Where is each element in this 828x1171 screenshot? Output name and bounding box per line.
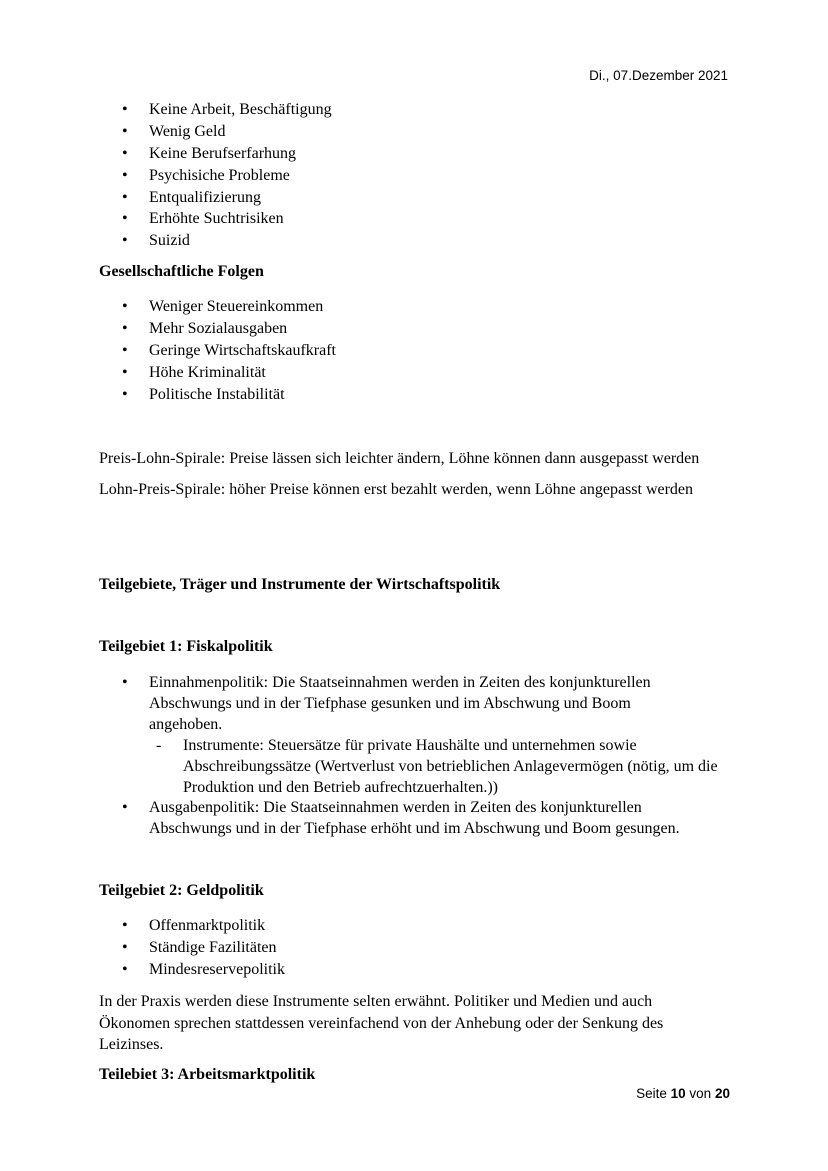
list-item: • Offenmarktpolitik (122, 915, 285, 937)
page-number (636, 1086, 730, 1101)
footer-mid: von (689, 1086, 712, 1101)
list-item: • Geringe Wirtschaftskaufkraft (122, 340, 336, 362)
monetary-instruments-list (122, 915, 285, 981)
price-wage-spiral-text: Preis-Lohn-Spirale: Preise lässen sich leichter ändern, Löhne können dann ausgepasst werden (99, 450, 700, 467)
list-item: • Mindesreservepolitik (122, 959, 285, 981)
list-item: • Weniger Steuereinkommen (122, 296, 336, 318)
revenue-policy-text: Einnahmenpolitik: Die Staatseinnahmen werden in Zeiten des konjunkturellen Abschwungs und in der Tiefphase gesunken und im Abschwung und Boom angehoben. (149, 674, 651, 733)
wage-price-spiral-text: Lohn-Preis-Spirale: höher Preise können erst bezahlt werden, wenn Löhne angepasst werden (99, 481, 694, 498)
footer-prefix: Seite (636, 1086, 667, 1101)
list-item: • Entqualifizierung (122, 187, 332, 209)
monetary-policy-paragraph: In der Praxis werden diese Instrumente selten erwähnt. Politiker und Medien und auch Ökonomen sprechen stattdessen vereinfachend von der Anhebung oder der Senkung des Leizinses. (99, 993, 664, 1053)
list-item: • Wenig Geld (122, 121, 332, 143)
section-title: Teilgebiete, Träger und Instrumente der Wirtschaftspolitik (99, 576, 501, 593)
page-date: Di., 07.Dezember 2021 (589, 68, 728, 83)
footer-total-pages: 20 (714, 1086, 730, 1101)
footer-current-page: 10 (670, 1086, 686, 1101)
dash-icon: - (156, 737, 162, 754)
heading-labor-market-policy: Teilebiet 3: Arbeitsmarktpolitik (99, 1066, 316, 1083)
expenditure-policy-text: Ausgabenpolitik: Die Staatseinnahmen werden in Zeiten des konjunkturellen Abschwungs und in der Tiefphase erhöht und im Abschwung und Boom gesungen. (149, 799, 680, 837)
bullet-icon: • (122, 674, 128, 691)
list-item: • Suizid (122, 230, 332, 252)
list-item: • Ständige Fazilitäten (122, 937, 285, 959)
instruments-text: Instrumente: Steuersätze für private Haushälte und unternehmen sowie Abschreibungssätze (Wertverlust von betrieblichen Anlagevermögen (nötig, um die Produktion und den Betrieb aufrechtzuerhalten.)) (183, 737, 718, 796)
list-item: • Höhe Kriminalität (122, 362, 336, 384)
heading-monetary-policy: Teilgebiet 2: Geldpolitik (99, 882, 264, 899)
list-item: • Erhöhte Suchtrisiken (122, 208, 332, 230)
list-item: • Mehr Sozialausgaben (122, 318, 336, 340)
list-item: • Psychisiche Probleme (122, 165, 332, 187)
list-item: • Politische Instabilität (122, 384, 336, 406)
list-item: • Keine Berufserfarhung (122, 143, 332, 165)
heading-social-consequences: Gesellschaftliche Folgen (99, 263, 264, 280)
list-item: • Keine Arbeit, Beschäftigung (122, 99, 332, 121)
heading-fiscal-policy: Teilgebiet 1: Fiskalpolitik (99, 638, 273, 655)
consequences-list-individual (122, 99, 332, 252)
bullet-icon: • (122, 799, 128, 816)
consequences-list-social (122, 296, 336, 405)
